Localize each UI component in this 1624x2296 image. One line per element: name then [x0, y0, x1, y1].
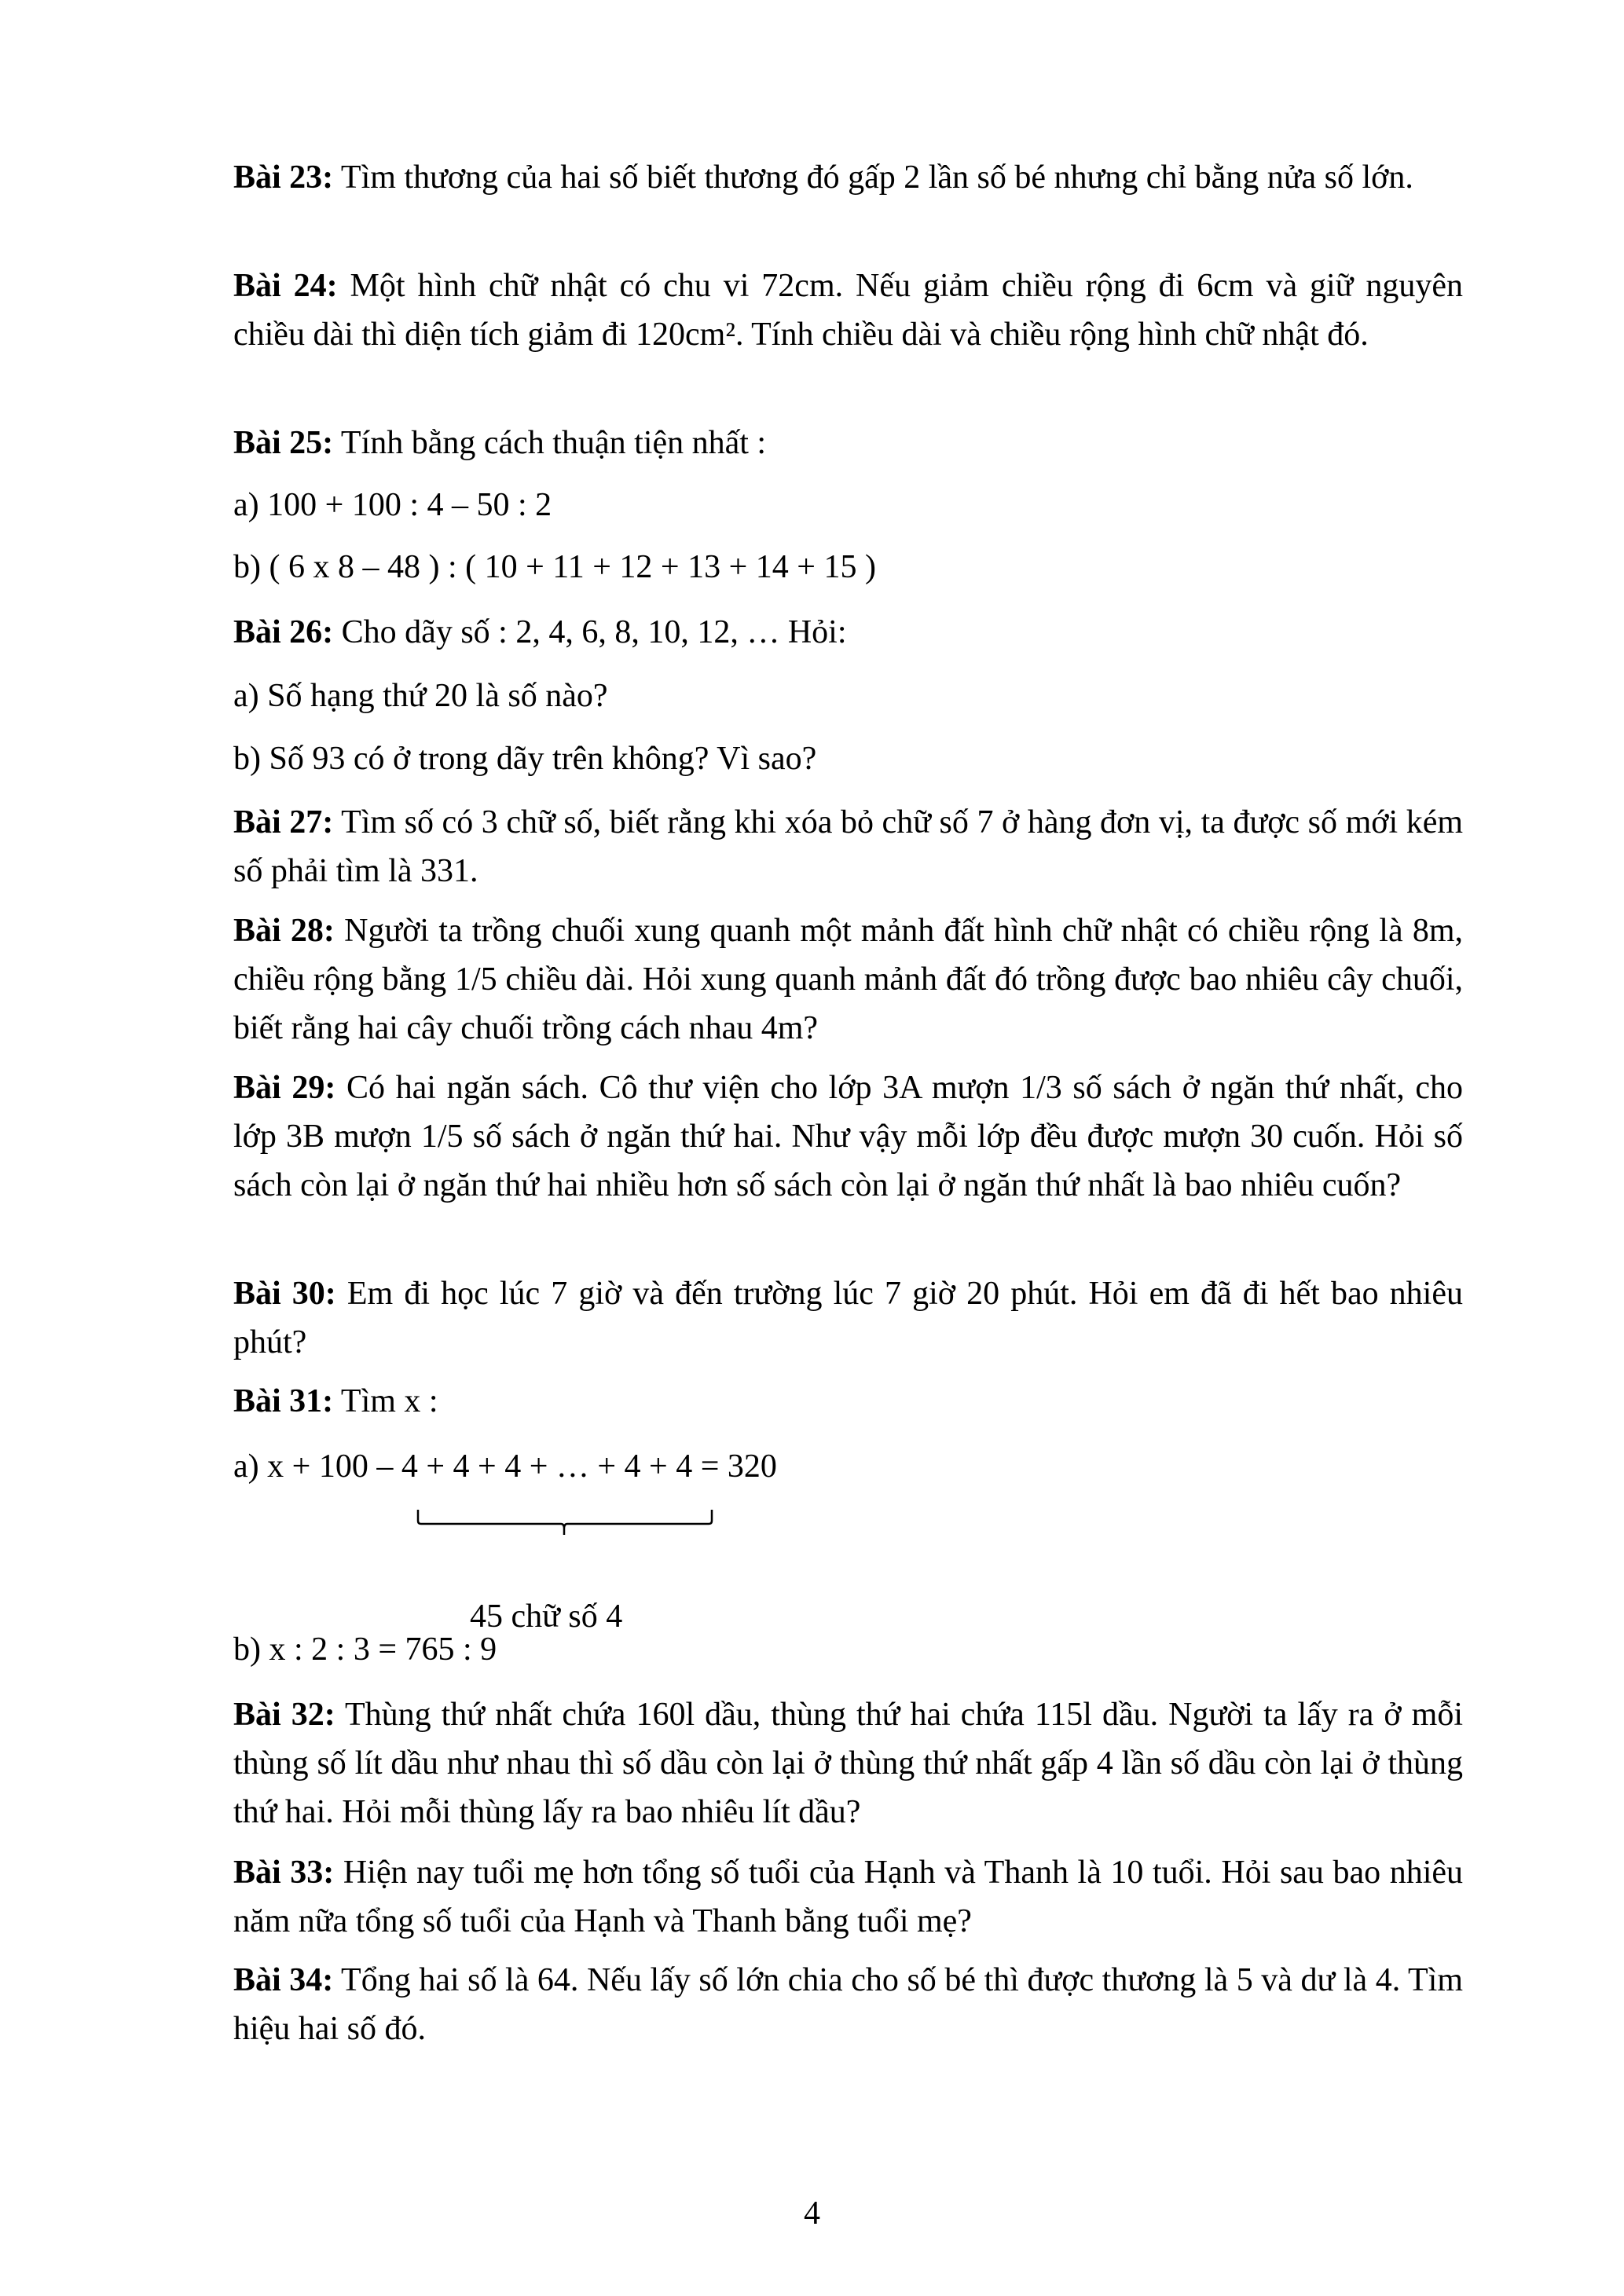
problem-25 — [233, 419, 1463, 467]
problem-number: Bài 32: — [233, 1697, 335, 1733]
problem-text: Tìm thương của hai số biết thương đó gấp 2 lần số bé nhưng chỉ bằng nửa số lớn. — [333, 159, 1413, 196]
page-number: 4 — [804, 2195, 820, 2232]
problem-number: Bài 34: — [233, 1962, 334, 1998]
problem-23 — [233, 153, 1463, 202]
problem-25-part-a: a) 100 + 100 : 4 – 50 : 2 — [233, 487, 552, 523]
problem-text: Em đi học lúc 7 giờ và đến trường lúc 7 giờ 20 phút. Hỏi em đã đi hết bao nhiêu phút? — [233, 1276, 1463, 1360]
problem-31 — [233, 1377, 1463, 1426]
problem-number: Bài 28: — [233, 913, 335, 949]
problem-number: Bài 23: — [233, 159, 334, 196]
problem-25-part-b: b) ( 6 x 8 – 48 ) : ( 10 + 11 + 12 + 13 + 14 + 15 ) — [233, 549, 876, 585]
underbrace — [416, 1508, 715, 1547]
problem-29 — [233, 1064, 1463, 1210]
problem-30 — [233, 1269, 1463, 1367]
problem-number: Bài 27: — [233, 804, 334, 840]
problem-34 — [233, 1956, 1463, 2053]
problem-text: Tìm số có 3 chữ số, biết rằng khi xóa bỏ chữ số 7 ở hàng đơn vị, ta được số mới kém số phải tìm là 331. — [233, 804, 1463, 889]
problem-number: Bài 25: — [233, 425, 334, 461]
problem-number: Bài 30: — [233, 1276, 336, 1312]
problem-number: Bài 33: — [233, 1855, 335, 1891]
problem-number: Bài 31: — [233, 1383, 334, 1419]
problem-text: Hiện nay tuổi mẹ hơn tổng số tuổi của Hạnh và Thanh là 10 tuổi. Hỏi sau bao nhiêu năm nữa tổng số tuổi của Hạnh và Thanh bằng tuổi mẹ? — [233, 1855, 1464, 1939]
problem-28 — [233, 906, 1463, 1053]
problem-26 — [233, 608, 1463, 657]
problem-text: Thùng thứ nhất chứa 160l dầu, thùng thứ hai chứa 115l dầu. Người ta lấy ra ở mỗi thùng số lít dầu như nhau thì số dầu còn lại ở thùng thứ nhất gấp 4 lần số dầu còn lại ở thùng thứ hai. Hỏi mỗi thùng lấy ra bao nhiêu lít dầu? — [233, 1697, 1463, 1830]
problem-number: Bài 24: — [233, 268, 338, 304]
problem-text: Cho dãy số : 2, 4, 6, 8, 10, 12, … Hỏi: — [333, 614, 847, 650]
problem-33 — [233, 1848, 1463, 1946]
problem-32 — [233, 1690, 1463, 1836]
problem-31-part-a: a) x + 100 – 4 + 4 + 4 + … + 4 + 4 = 320 — [233, 1448, 777, 1485]
problem-text: Có hai ngăn sách. Cô thư viện cho lớp 3A mượn 1/3 số sách ở ngăn thứ nhất, cho lớp 3B mượn 1/5 số sách ở ngăn thứ hai. Như vậy mỗi lớp đều được mượn 30 cuốn. Hỏi số sách còn lại ở ngăn thứ hai nhiều hơn số sách còn lại ở ngăn thứ nhất là bao nhiêu cuốn? — [233, 1070, 1464, 1203]
problem-24 — [233, 262, 1463, 359]
problem-26-part-a: a) Số hạng thứ 20 là số nào? — [233, 678, 608, 714]
problem-text: Một hình chữ nhật có chu vi 72cm. Nếu giảm chiều rộng đi 6cm và giữ nguyên chiều dài thì diện tích giảm đi 120cm². Tính chiều dài và chiều rộng hình chữ nhật đó. — [233, 268, 1463, 353]
problem-27 — [233, 798, 1463, 895]
problem-text: Tìm x : — [333, 1383, 438, 1419]
problem-number: Bài 29: — [233, 1070, 336, 1106]
underbrace-label: 45 chữ số 4 — [470, 1598, 623, 1635]
problem-26-part-b: b) Số 93 có ở trong dãy trên không? Vì sao? — [233, 741, 817, 777]
problem-text: Người ta trồng chuối xung quanh một mảnh đất hình chữ nhật có chiều rộng là 8m, chiều rộng bằng 1/5 chiều dài. Hỏi xung quanh mảnh đất đó trồng được bao nhiêu cây chuối, biết rằng hai cây chuối trồng cách nhau 4m? — [233, 913, 1464, 1046]
problem-text: Tính bằng cách thuận tiện nhất : — [333, 425, 767, 461]
problem-text: Tổng hai số là 64. Nếu lấy số lớn chia cho số bé thì được thương là 5 và dư là 4. Tìm hiệu hai số đó. — [233, 1962, 1463, 2047]
problem-31-part-b: b) x : 2 : 3 = 765 : 9 — [233, 1631, 497, 1668]
problem-number: Bài 26: — [233, 614, 334, 650]
